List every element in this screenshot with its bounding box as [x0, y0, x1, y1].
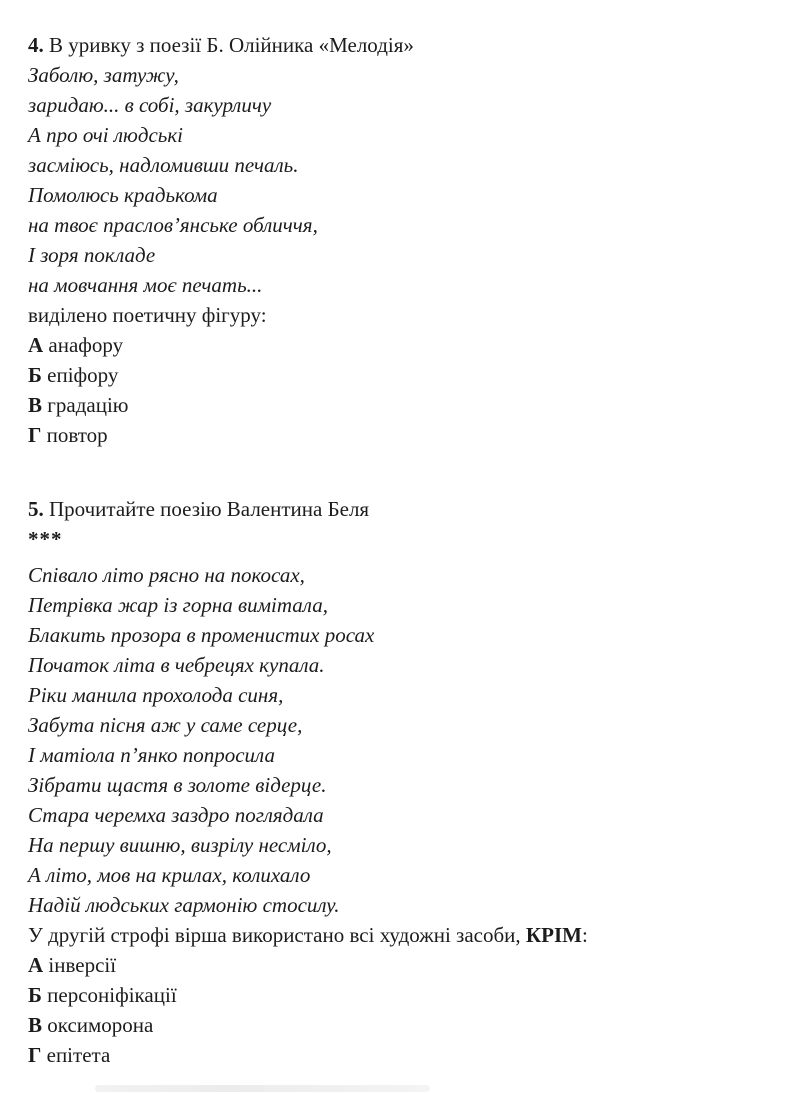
poem-line: Стара черемха заздро поглядала	[28, 803, 324, 827]
option-text: анафору	[48, 333, 124, 357]
question-5-stem-outro	[28, 920, 765, 950]
poem-line: А літо, мов на крилах, колихало	[28, 863, 311, 887]
option-h	[28, 420, 765, 450]
option-text: епіфору	[47, 363, 119, 387]
poem-line: на твоє праслов’янське обличчя,	[28, 213, 318, 237]
poem-line: На першу вишню, визрілу несміло,	[28, 833, 332, 857]
option-text: інверсії	[48, 953, 117, 977]
option-a	[28, 950, 765, 980]
option-text: повтор	[46, 423, 108, 447]
poem-untitled-separator: ***	[28, 527, 63, 551]
option-b	[28, 360, 765, 390]
poem-line: Блакить прозора в променистих росах	[28, 623, 375, 647]
poem-line: Петрівка жар із горна вимітала,	[28, 593, 328, 617]
poem-line: на мовчання моє печать...	[28, 273, 263, 297]
poem-line: І матіола п’янко попросила	[28, 743, 275, 767]
question-5-stem-intro-text: Прочитайте поезію Валентина Беля	[49, 497, 370, 521]
poem-line: засміюсь, надломивши печаль.	[28, 153, 299, 177]
option-letter: Б	[28, 983, 42, 1007]
question-4-stem-intro	[28, 30, 765, 60]
option-letter: А	[28, 333, 44, 357]
option-text: оксиморона	[47, 1013, 154, 1037]
page-bottom-smudge	[95, 1085, 430, 1092]
question-5-stem-intro	[28, 494, 765, 524]
option-letter: Г	[28, 1043, 42, 1067]
poem-line: Співало літо рясно на покосах,	[28, 563, 305, 587]
poem-line: Помолюсь крадькома	[28, 183, 218, 207]
option-letter: В	[28, 1013, 43, 1037]
option-v	[28, 1010, 765, 1040]
question-4-number: 4.	[28, 33, 44, 57]
option-letter: В	[28, 393, 43, 417]
poem-line: Забута пісня аж у саме серце,	[28, 713, 303, 737]
question-5-poem	[28, 560, 765, 920]
question-5-stem-outro-colon: :	[581, 923, 588, 947]
poem-line: Надій людських гармонію стосилу.	[28, 893, 340, 917]
question-4	[28, 30, 765, 450]
option-letter: Б	[28, 363, 42, 387]
option-letter: Г	[28, 423, 42, 447]
poem-line: заридаю... в собі, закурличу	[28, 93, 272, 117]
option-b	[28, 980, 765, 1010]
option-a	[28, 330, 765, 360]
question-5-number: 5.	[28, 497, 44, 521]
question-5-stem-outro-emphasis: КРІМ	[525, 923, 582, 947]
option-text: градацію	[47, 393, 129, 417]
poem-line: Ріки манила прохолода синя,	[28, 683, 284, 707]
option-h	[28, 1040, 765, 1070]
poem-line: Початок літа в чебрецях купала.	[28, 653, 325, 677]
poem-line: Заболю, затужу,	[28, 63, 179, 87]
poem-line: І зоря покладе	[28, 243, 156, 267]
question-5-options	[28, 950, 765, 1070]
poem-line: Зібрати щастя в золоте відерце.	[28, 773, 327, 797]
question-4-poem	[28, 60, 765, 300]
question-4-stem-intro-text: В уривку з поезії Б. Олійника «Мелодія»	[49, 33, 414, 57]
question-4-stem-outro: виділено поетичну фігуру:	[28, 303, 267, 327]
option-v	[28, 390, 765, 420]
poem-line: А про очі людські	[28, 123, 184, 147]
question-5-stem-outro-text: У другій строфі вірша використано всі художні засоби,	[28, 923, 526, 947]
question-5	[28, 494, 765, 1070]
question-4-options	[28, 330, 765, 450]
option-letter: А	[28, 953, 44, 977]
option-text: персоніфікації	[47, 983, 177, 1007]
option-text: епітета	[46, 1043, 111, 1067]
